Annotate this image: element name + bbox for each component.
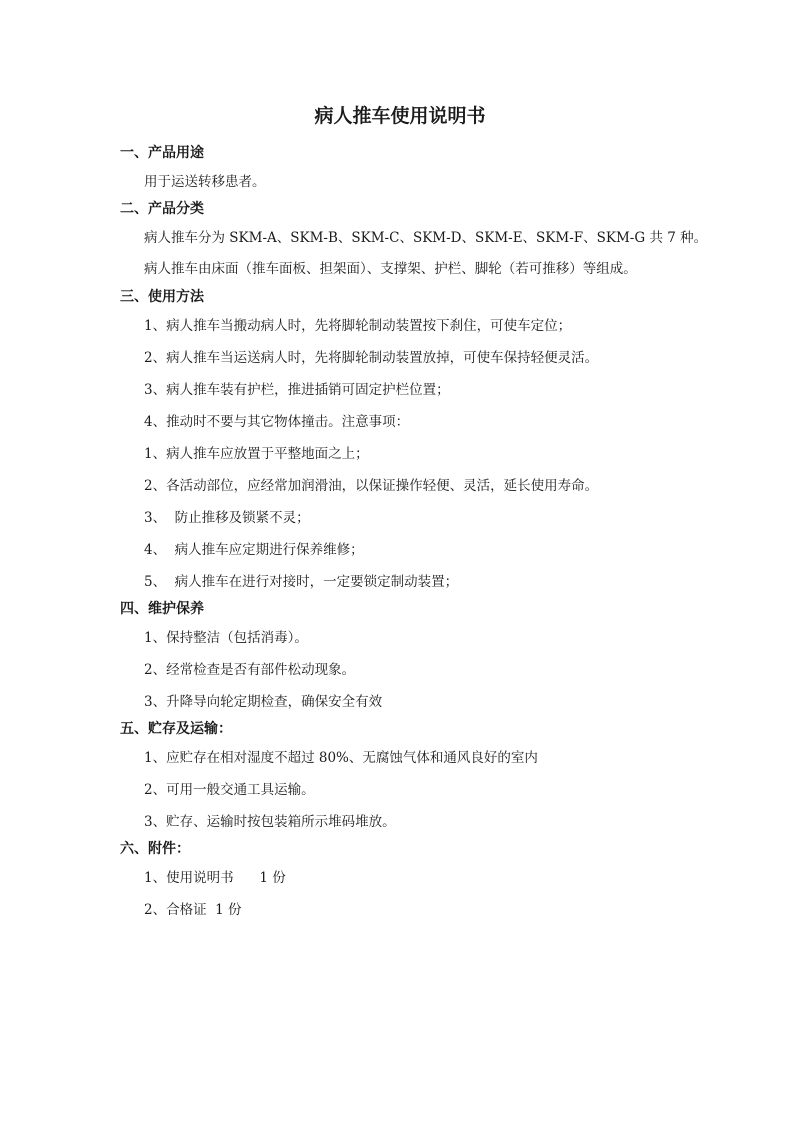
document-title: 病人推车使用说明书 <box>314 105 486 127</box>
section-line: 1、应贮存在相对湿度不超过 80%、无腐蚀气体和通风良好的室内 <box>144 750 538 766</box>
section-line: 3、升降导向轮定期检查，确保安全有效 <box>144 694 383 710</box>
section-line: 3、病人推车装有护栏，推进插销可固定护栏位置； <box>144 382 450 398</box>
section-line: 3、贮存、运输时按包装箱所示堆码堆放。 <box>144 814 396 830</box>
section-line: 1、病人推车当搬动病人时，先将脚轮制动装置按下刹住，可使车定位； <box>144 318 572 334</box>
section-line: 4、推动时不要与其它物体撞击。注意事项： <box>144 414 410 430</box>
section-line: 1、保持整洁（包括消毒）。 <box>144 630 308 646</box>
section-line: 1、病人推车应放置于平整地面之上； <box>144 446 369 462</box>
section-line: 2、可用一般交通工具运输。 <box>144 782 315 798</box>
section-line: 2、各活动部位，应经常加润滑油，以保证操作轻便、灵活，延长使用寿命。 <box>144 478 599 494</box>
section-heading-usage: 三、使用方法 <box>120 289 204 305</box>
section-line: 1、使用说明书 1 份 <box>144 870 286 886</box>
section-line: 4、 病人推车应定期进行保养维修； <box>144 542 364 558</box>
section-line: 2、合格证 1 份 <box>144 902 242 918</box>
section-line: 用于运送转移患者。 <box>144 174 266 190</box>
section-heading-maintenance: 四、维护保养 <box>120 601 204 617</box>
section-line: 2、病人推车当运送病人时，先将脚轮制动装置放掉，可使车保持轻便灵活。 <box>144 350 599 366</box>
section-line: 病人推车由床面（推车面板、担架面）、支撑架、护栏、脚轮（若可推移）等组成。 <box>144 261 637 277</box>
section-heading-purpose: 一、产品用途 <box>120 145 204 161</box>
section-line: 5、 病人推车在进行对接时，一定要锁定制动装置； <box>144 574 459 590</box>
section-line: 2、经常检查是否有部件松动现象。 <box>144 662 356 678</box>
section-line: 病人推车分为 SKM-A、SKM-B、SKM-C、SKM-D、SKM-E、SKM-F、SKM-G 共 7 种。 <box>144 230 708 246</box>
section-heading-accessories: 六、附件： <box>120 841 190 857</box>
section-heading-classification: 二、产品分类 <box>120 201 204 217</box>
section-line: 3、 防止推移及锁紧不灵； <box>144 510 310 526</box>
section-heading-storage-transport: 五、贮存及运输： <box>120 721 232 737</box>
